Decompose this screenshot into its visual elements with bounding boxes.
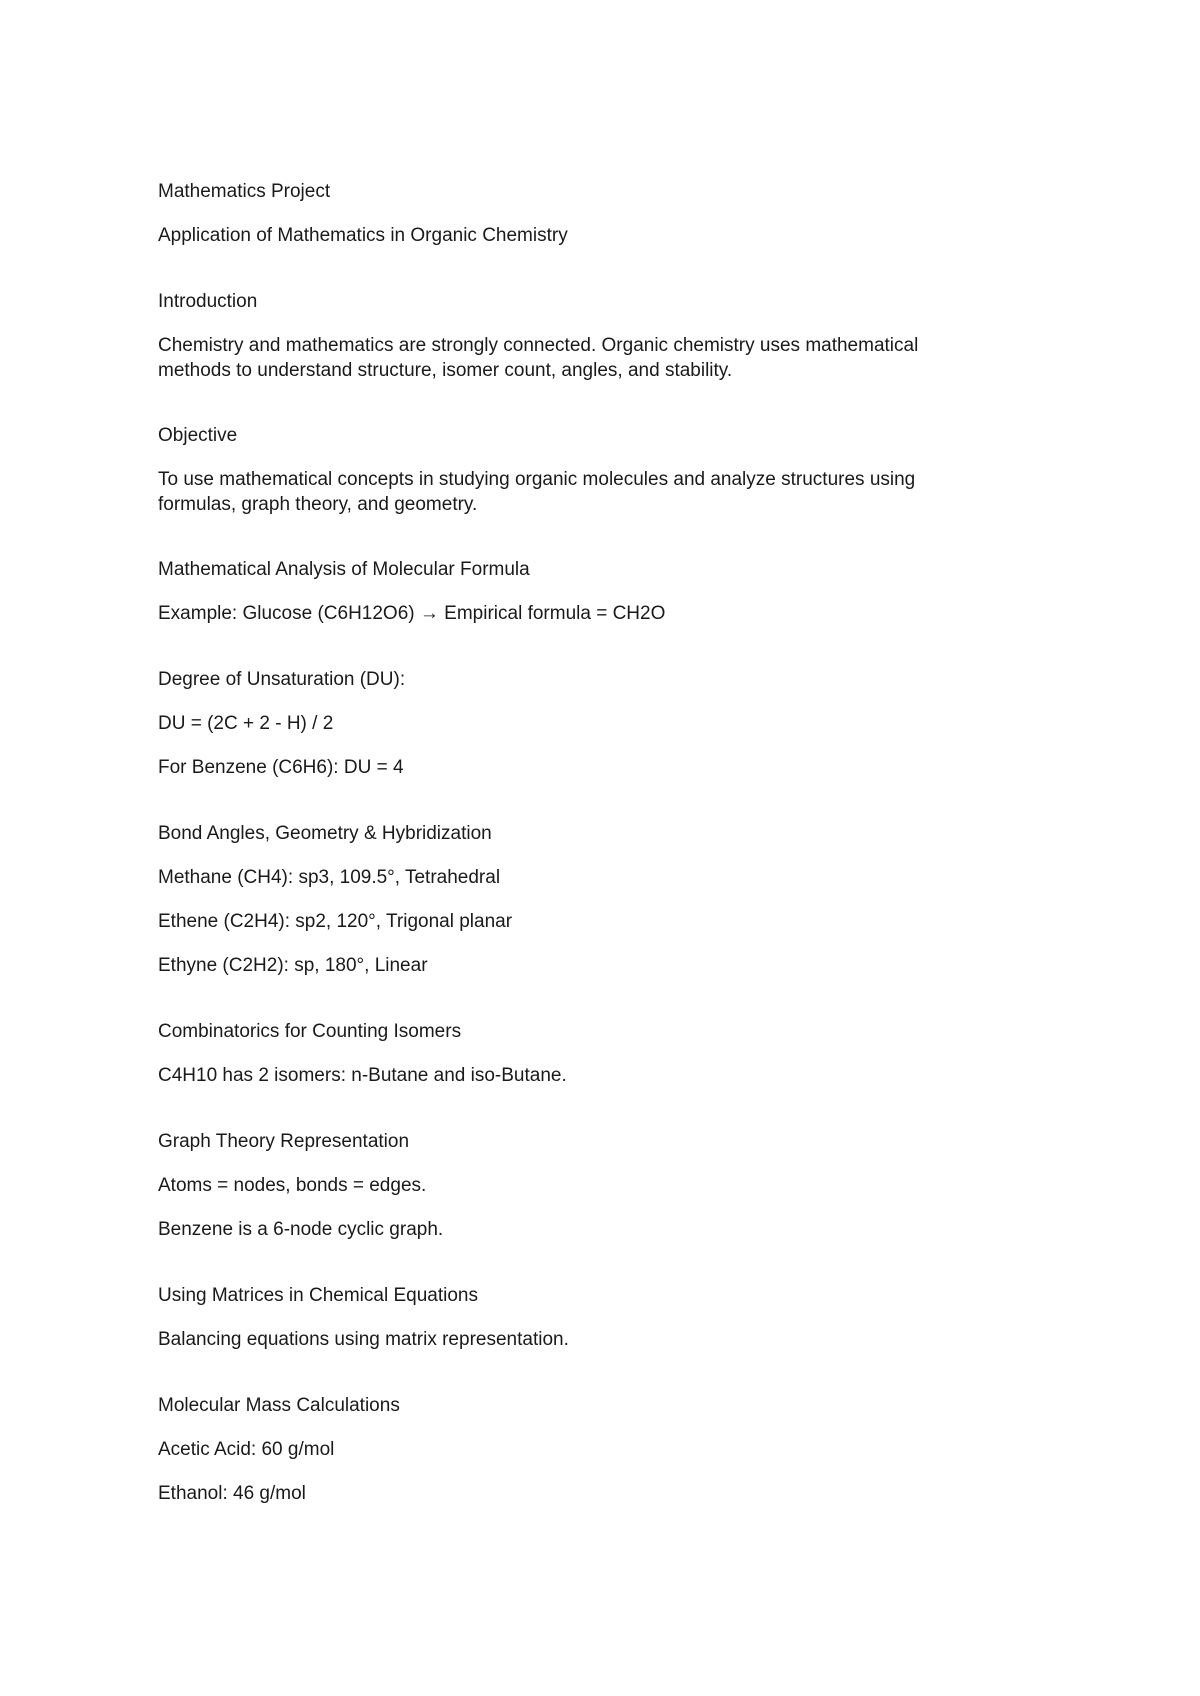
- graph-theory-heading: Graph Theory Representation: [158, 1131, 410, 1152]
- benzene-du: For Benzene (C6H6): DU = 4: [158, 757, 404, 778]
- molecular-formula-heading: Mathematical Analysis of Molecular Formula: [158, 559, 530, 580]
- graph-theory-line-1: Atoms = nodes, bonds = edges.: [158, 1175, 427, 1196]
- introduction-heading: Introduction: [158, 291, 258, 312]
- objective-text-line-1: To use mathematical concepts in studying organic molecules and analyze structures using: [158, 469, 916, 490]
- ethyne-line: Ethyne (C2H2): sp, 180°, Linear: [158, 955, 428, 976]
- bond-angles-heading: Bond Angles, Geometry & Hybridization: [158, 823, 492, 844]
- unsaturation-heading: Degree of Unsaturation (DU):: [158, 669, 406, 690]
- methane-line: Methane (CH4): sp3, 109.5°, Tetrahedral: [158, 867, 501, 888]
- matrices-text: Balancing equations using matrix representation.: [158, 1329, 569, 1350]
- ethene-line: Ethene (C2H4): sp2, 120°, Trigonal planar: [158, 911, 513, 932]
- acetic-acid-mass: Acetic Acid: 60 g/mol: [158, 1439, 335, 1460]
- document-subtitle: Application of Mathematics in Organic Chemistry: [158, 225, 568, 246]
- matrices-heading: Using Matrices in Chemical Equations: [158, 1285, 478, 1306]
- molecular-mass-heading: Molecular Mass Calculations: [158, 1395, 400, 1416]
- introduction-text-line-1: Chemistry and mathematics are strongly connected. Organic chemistry uses mathematical: [158, 335, 919, 356]
- isomers-text: C4H10 has 2 isomers: n-Butane and iso-Butane.: [158, 1065, 567, 1086]
- combinatorics-heading: Combinatorics for Counting Isomers: [158, 1021, 462, 1042]
- du-formula: DU = (2C + 2 - H) / 2: [158, 713, 334, 734]
- graph-theory-line-2: Benzene is a 6-node cyclic graph.: [158, 1219, 444, 1240]
- glucose-example: Example: Glucose (C6H12O6) → Empirical formula = CH2O: [158, 603, 666, 624]
- objective-heading: Objective: [158, 425, 238, 446]
- introduction-text-line-2: methods to understand structure, isomer count, angles, and stability.: [158, 360, 733, 381]
- ethanol-mass: Ethanol: 46 g/mol: [158, 1483, 306, 1504]
- objective-text-line-2: formulas, graph theory, and geometry.: [158, 494, 478, 515]
- document-title: Mathematics Project: [158, 181, 331, 202]
